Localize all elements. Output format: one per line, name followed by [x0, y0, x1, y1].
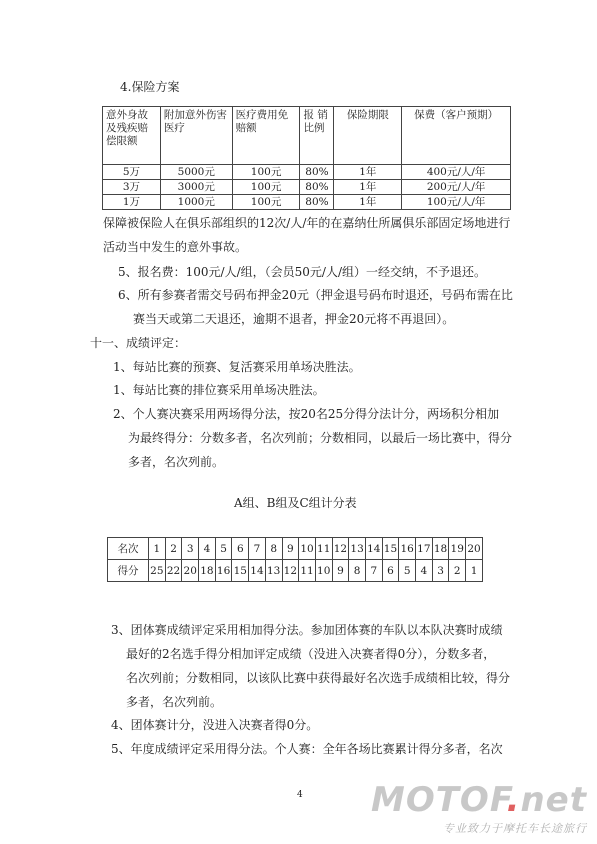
- scoring-rule-line: 为最终得分：分数多者，名次列前；分数相同，以最后一场比赛中，得分: [128, 431, 513, 445]
- insurance-header-cell: 医疗费用免赔额: [232, 107, 300, 165]
- team-scoring-line: 多者，名次列前。: [126, 695, 223, 709]
- insurance-header-cell: 报 销比例: [300, 107, 334, 165]
- table-cell: 100元: [232, 180, 300, 195]
- table-row: [103, 180, 511, 195]
- rank-cell: 1: [149, 538, 166, 560]
- score-cell: 15: [232, 560, 249, 582]
- table-row: [108, 538, 483, 560]
- score-cell: 20: [182, 560, 199, 582]
- score-cell: 4: [416, 560, 433, 582]
- rank-cell: 12: [332, 538, 349, 560]
- scoring-rule-item: 1、每站比赛的排位赛采用单场决胜法。: [113, 383, 325, 397]
- table-cell: 3万: [103, 180, 161, 195]
- score-cell: 9: [332, 560, 349, 582]
- insurance-note-line: 保障被保险人在俱乐部组织的12次/人/年的在嘉纳仕所属俱乐部固定场地进行: [103, 216, 511, 230]
- table-cell: 80%: [300, 195, 334, 210]
- table-row: [103, 165, 511, 180]
- table-cell: 80%: [300, 180, 334, 195]
- rank-cell: 20: [466, 538, 483, 560]
- table-cell: 400元/人/年: [402, 165, 511, 180]
- table-cell: 1万: [103, 195, 161, 210]
- table-cell: 1年: [334, 195, 402, 210]
- rank-cell: 17: [416, 538, 433, 560]
- score-cell: 18: [199, 560, 216, 582]
- rank-cell: 7: [249, 538, 266, 560]
- rank-cell: 14: [365, 538, 382, 560]
- rank-cell: 3: [182, 538, 199, 560]
- score-cell: 3: [432, 560, 449, 582]
- rank-cell: 2: [165, 538, 182, 560]
- rank-cell: 10: [299, 538, 316, 560]
- scoring-rule-line: 2、个人赛决赛采用两场得分法，按20名25分得分法计分，两场积分相加: [113, 407, 500, 421]
- score-cell: 5: [399, 560, 416, 582]
- rank-cell: 6: [232, 538, 249, 560]
- rank-cell: 4: [199, 538, 216, 560]
- score-cell: 8: [349, 560, 366, 582]
- rank-cell: 13: [349, 538, 366, 560]
- table-cell: 100元/人/年: [402, 195, 511, 210]
- table-cell: 5万: [103, 165, 161, 180]
- insurance-header-cell: 意外身故及残疾赔偿限额: [103, 107, 161, 165]
- score-cell: 14: [249, 560, 266, 582]
- insurance-header-cell: 保险期限: [334, 107, 402, 165]
- table-row: [103, 195, 511, 210]
- rank-cell: 18: [432, 538, 449, 560]
- team-scoring-line: 名次列前；分数相同，以该队比赛中获得最好名次选手成绩相比较，得分: [126, 671, 511, 685]
- table-cell: 1000元: [160, 195, 232, 210]
- score-cell: 25: [149, 560, 166, 582]
- score-cell: 12: [282, 560, 299, 582]
- rank-cell: 8: [265, 538, 282, 560]
- site-watermark: [370, 780, 587, 840]
- registration-fee-item: 5、报名费：100元/人/组，（会员50元/人/组）一经交纳，不予退还。: [118, 265, 486, 279]
- table-cell: 80%: [300, 165, 334, 180]
- score-cell: 7: [365, 560, 382, 582]
- table-cell: 1年: [334, 165, 402, 180]
- rank-cell: 11: [315, 538, 332, 560]
- score-cell: 11: [299, 560, 316, 582]
- score-cell: 16: [215, 560, 232, 582]
- rank-cell: 15: [382, 538, 399, 560]
- team-scoring-line: 3、团体赛成绩评定采用相加得分法。参加团体赛的车队以本队决赛时成绩: [111, 623, 503, 637]
- watermark-logo-dot: .: [506, 780, 521, 820]
- score-cell: 22: [165, 560, 182, 582]
- team-scoring-line: 最好的2名选手得分相加评定成绩（没进入决赛者得0分），分数多者，: [126, 647, 496, 661]
- rank-cell: 19: [449, 538, 466, 560]
- section-title-insurance: 4.保险方案: [120, 80, 180, 94]
- rank-label: 名次: [108, 538, 149, 560]
- score-cell: 6: [382, 560, 399, 582]
- table-cell: 100元: [232, 165, 300, 180]
- scoring-rule-line: 多者，名次列前。: [128, 455, 225, 469]
- rank-cell: 9: [282, 538, 299, 560]
- table-cell: 5000元: [160, 165, 232, 180]
- score-cell: 2: [449, 560, 466, 582]
- rank-cell: 16: [399, 538, 416, 560]
- score-table: [107, 537, 483, 582]
- bib-deposit-line: 赛当天或第二天退还，逾期不退者，押金20元将不再退回）。: [133, 312, 455, 326]
- bib-deposit-line: 6、所有参赛者需交号码布押金20元（押金退号码布时退还，号码布需在比: [118, 288, 513, 302]
- table-row: [108, 560, 483, 582]
- score-cell: 13: [265, 560, 282, 582]
- insurance-header-cell: 保费（客户预期）: [402, 107, 511, 165]
- table-cell: 3000元: [160, 180, 232, 195]
- watermark-logo: [371, 780, 587, 820]
- score-cell: 1: [466, 560, 483, 582]
- table-cell: 200元/人/年: [402, 180, 511, 195]
- annual-scoring-item: 5、年度成绩评定采用得分法。个人赛：全年各场比赛累计得分多者，名次: [111, 742, 503, 756]
- watermark-subtitle: 专业致力于摩托车长途旅行: [443, 822, 587, 835]
- section-title-scoring: 十一、成绩评定：: [90, 336, 187, 350]
- watermark-logo-tld: net: [520, 780, 587, 820]
- page-number: 4: [297, 790, 303, 800]
- table-cell: 1年: [334, 180, 402, 195]
- watermark-logo-main: MOTOF: [370, 780, 507, 820]
- scoring-rule-item: 1、每站比赛的预赛、复活赛采用单场决胜法。: [113, 360, 361, 374]
- insurance-note-line: 活动当中发生的意外事故。: [103, 240, 248, 254]
- team-points-item: 4、团体赛计分，没进入决赛者得0分。: [111, 718, 319, 732]
- rank-cell: 5: [215, 538, 232, 560]
- insurance-table: [102, 106, 511, 210]
- table-cell: 100元: [232, 195, 300, 210]
- score-table-title: A组、B组及C组计分表: [234, 496, 357, 510]
- insurance-header-cell: 附加意外伤害医疗: [160, 107, 232, 165]
- score-cell: 10: [315, 560, 332, 582]
- score-label: 得分: [108, 560, 149, 582]
